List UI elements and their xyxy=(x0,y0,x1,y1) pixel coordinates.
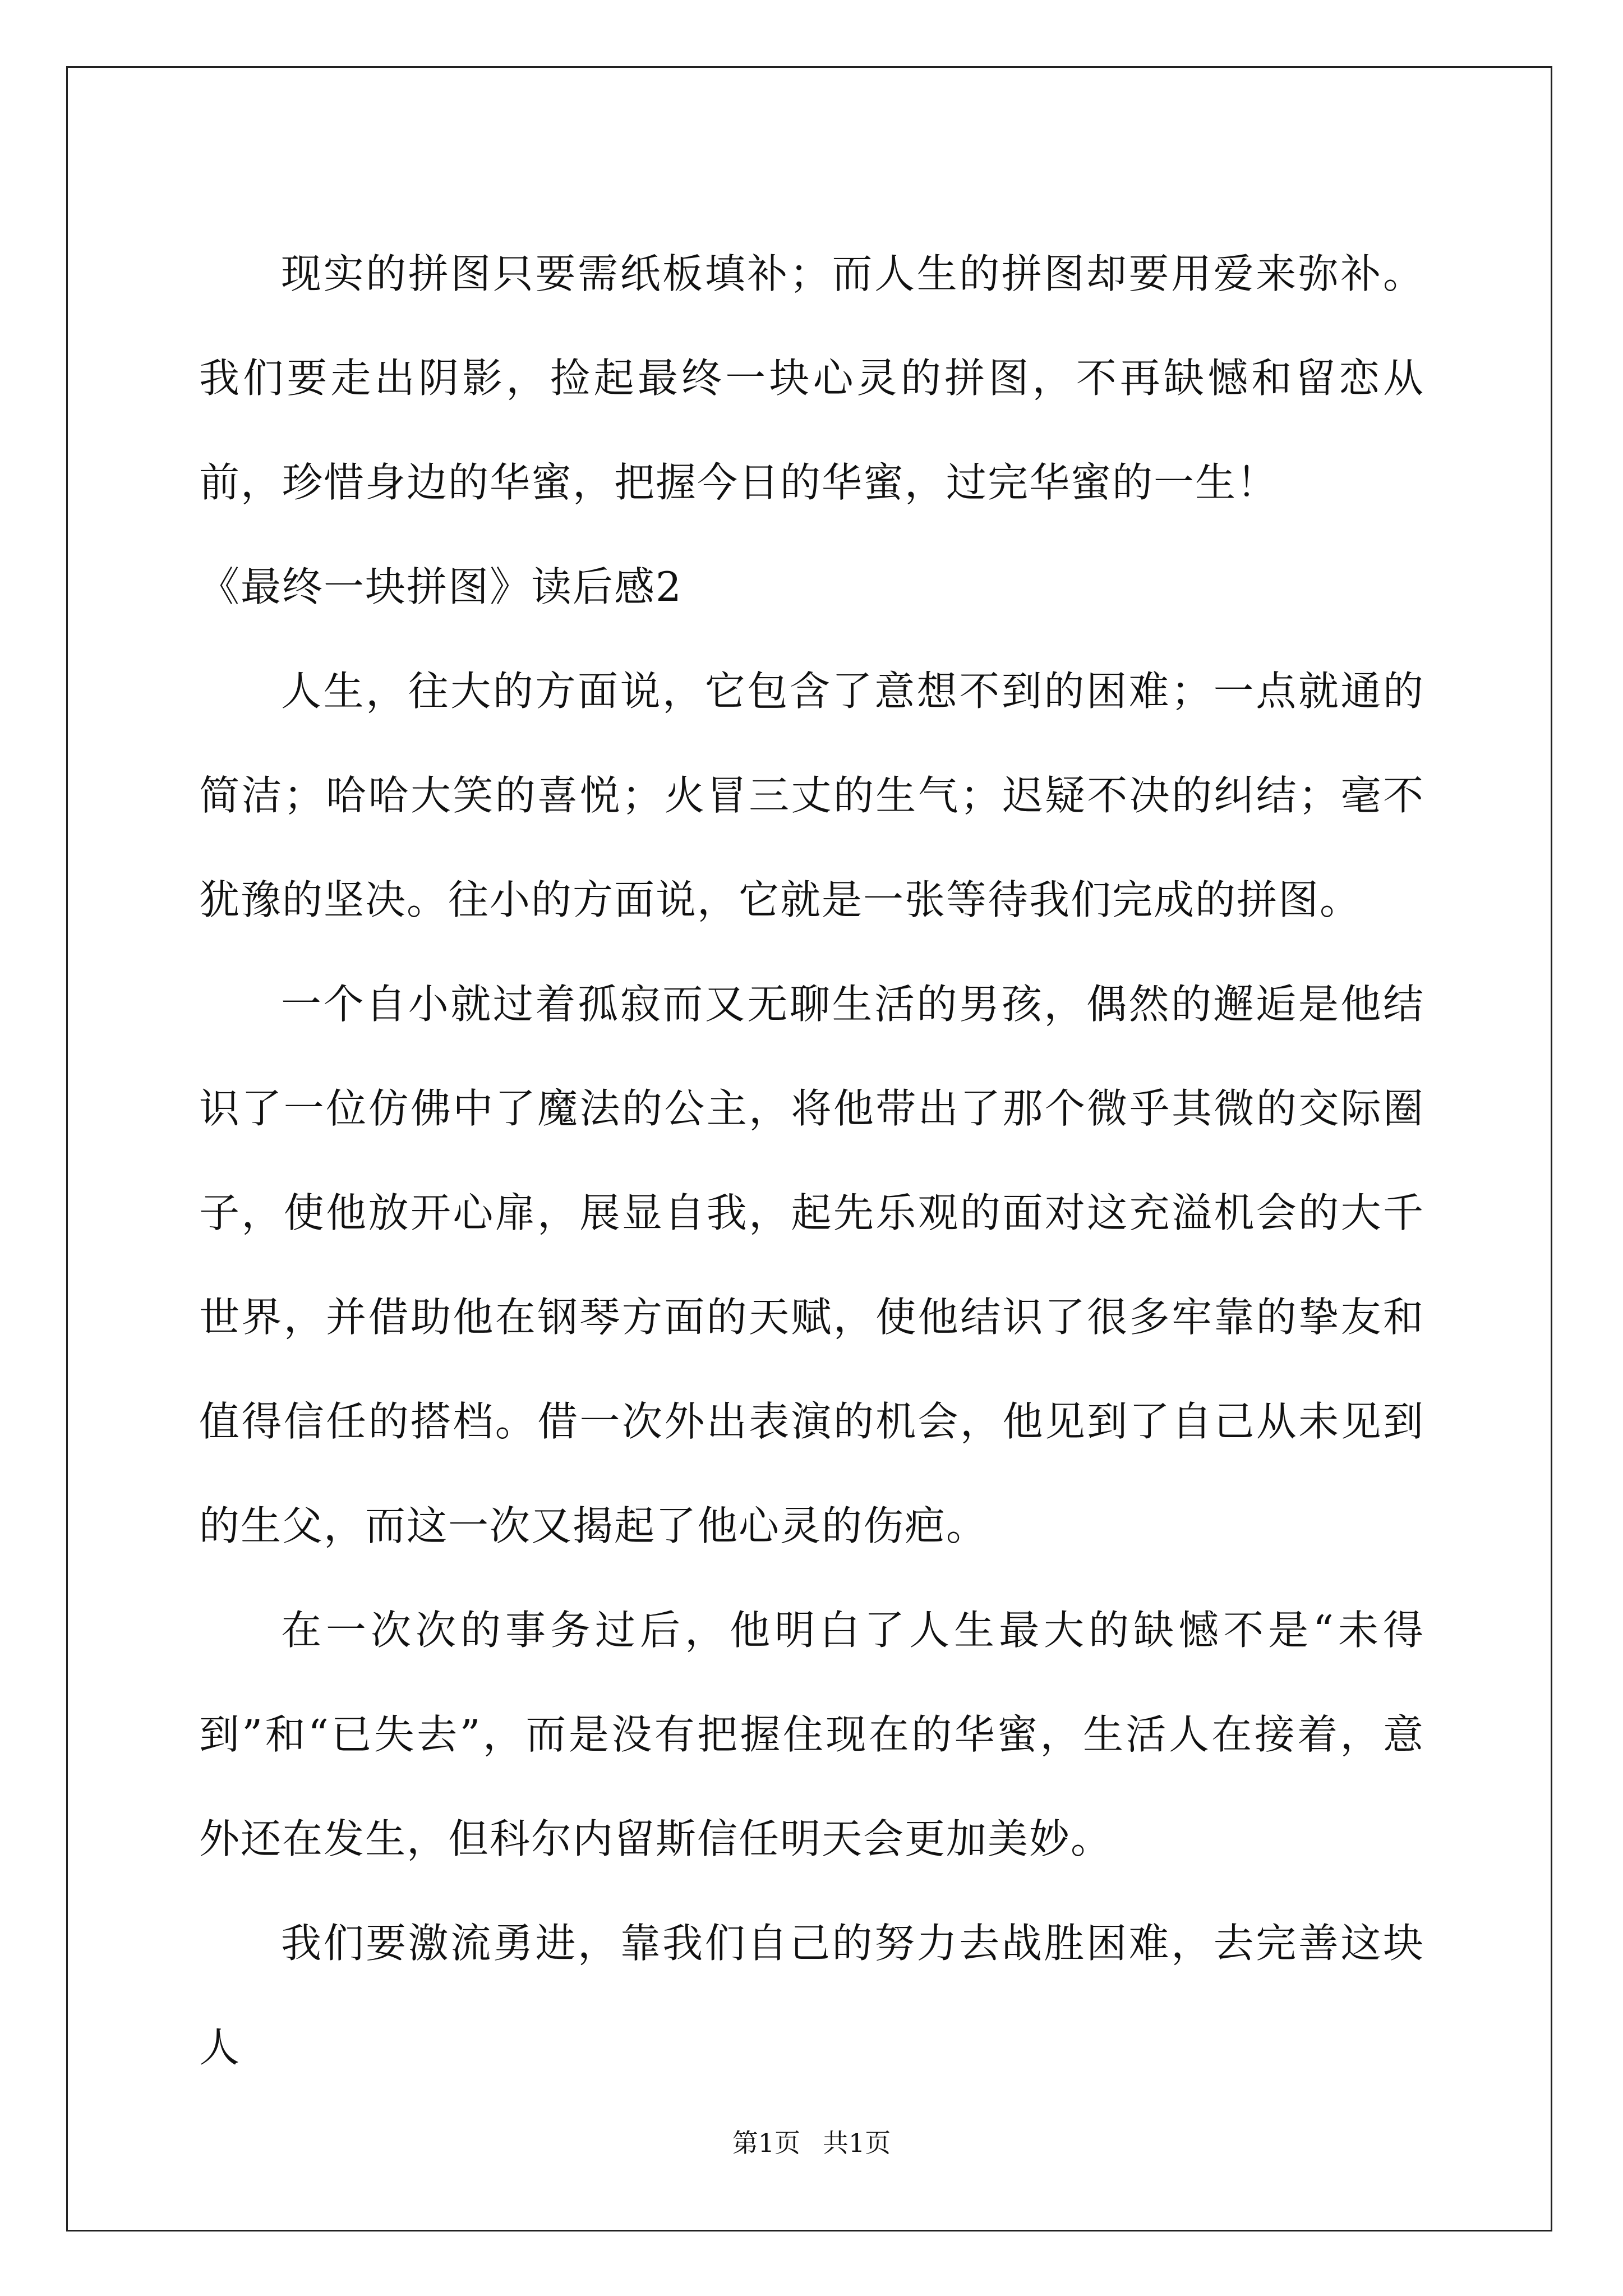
page-footer xyxy=(0,2126,1623,2160)
paragraph-5: 我们要激流勇进，靠我们自己的努力去战胜困难，去完善这块人 xyxy=(199,1920,1424,2071)
section-heading: 《最终一块拼图》读后感2 xyxy=(199,563,683,610)
document-body xyxy=(199,222,1424,2100)
page-number-current: 第1页 xyxy=(732,2128,800,2158)
paragraph-4: 在一次次的事务过后，他明白了人生最大的缺憾不是“未得到”和“已失去”，而是没有把握住现在的华蜜，生活人在接着，意外还在发生，但科尔内留斯信任明天会更加美妙。 xyxy=(199,1607,1424,1862)
paragraph-1: 现实的拼图只要需纸板填补；而人生的拼图却要用爱来弥补。我们要走出阴影，捡起最终一块心灵的拼图，不再缺憾和留恋从前，珍惜身边的华蜜，把握今日的华蜜，过完华蜜的一生！ xyxy=(199,250,1424,506)
paragraph-3: 一个自小就过着孤寂而又无聊生活的男孩，偶然的邂逅是他结识了一位仿佛中了魔法的公主，将他带出了那个微乎其微的交际圈子，使他放开心扉，展显自我，起先乐观的面对这充溢机会的大千世界，并借助他在钢琴方面的天赋，使他结识了很多牢靠的挚友和值得信任的搭档。借一次外出表演的机会，他见到了自己从未见到的生父，而这一次又揭起了他心灵的伤疤。 xyxy=(199,981,1424,1549)
page-number-total: 共1页 xyxy=(823,2128,891,2158)
paragraph-2: 人生，往大的方面说，它包含了意想不到的困难；一点就通的简洁；哈哈大笑的喜悦；火冒三丈的生气；迟疑不决的纠结；毫不犹豫的坚决。往小的方面说，它就是一张等待我们完成的拼图。 xyxy=(199,668,1424,923)
